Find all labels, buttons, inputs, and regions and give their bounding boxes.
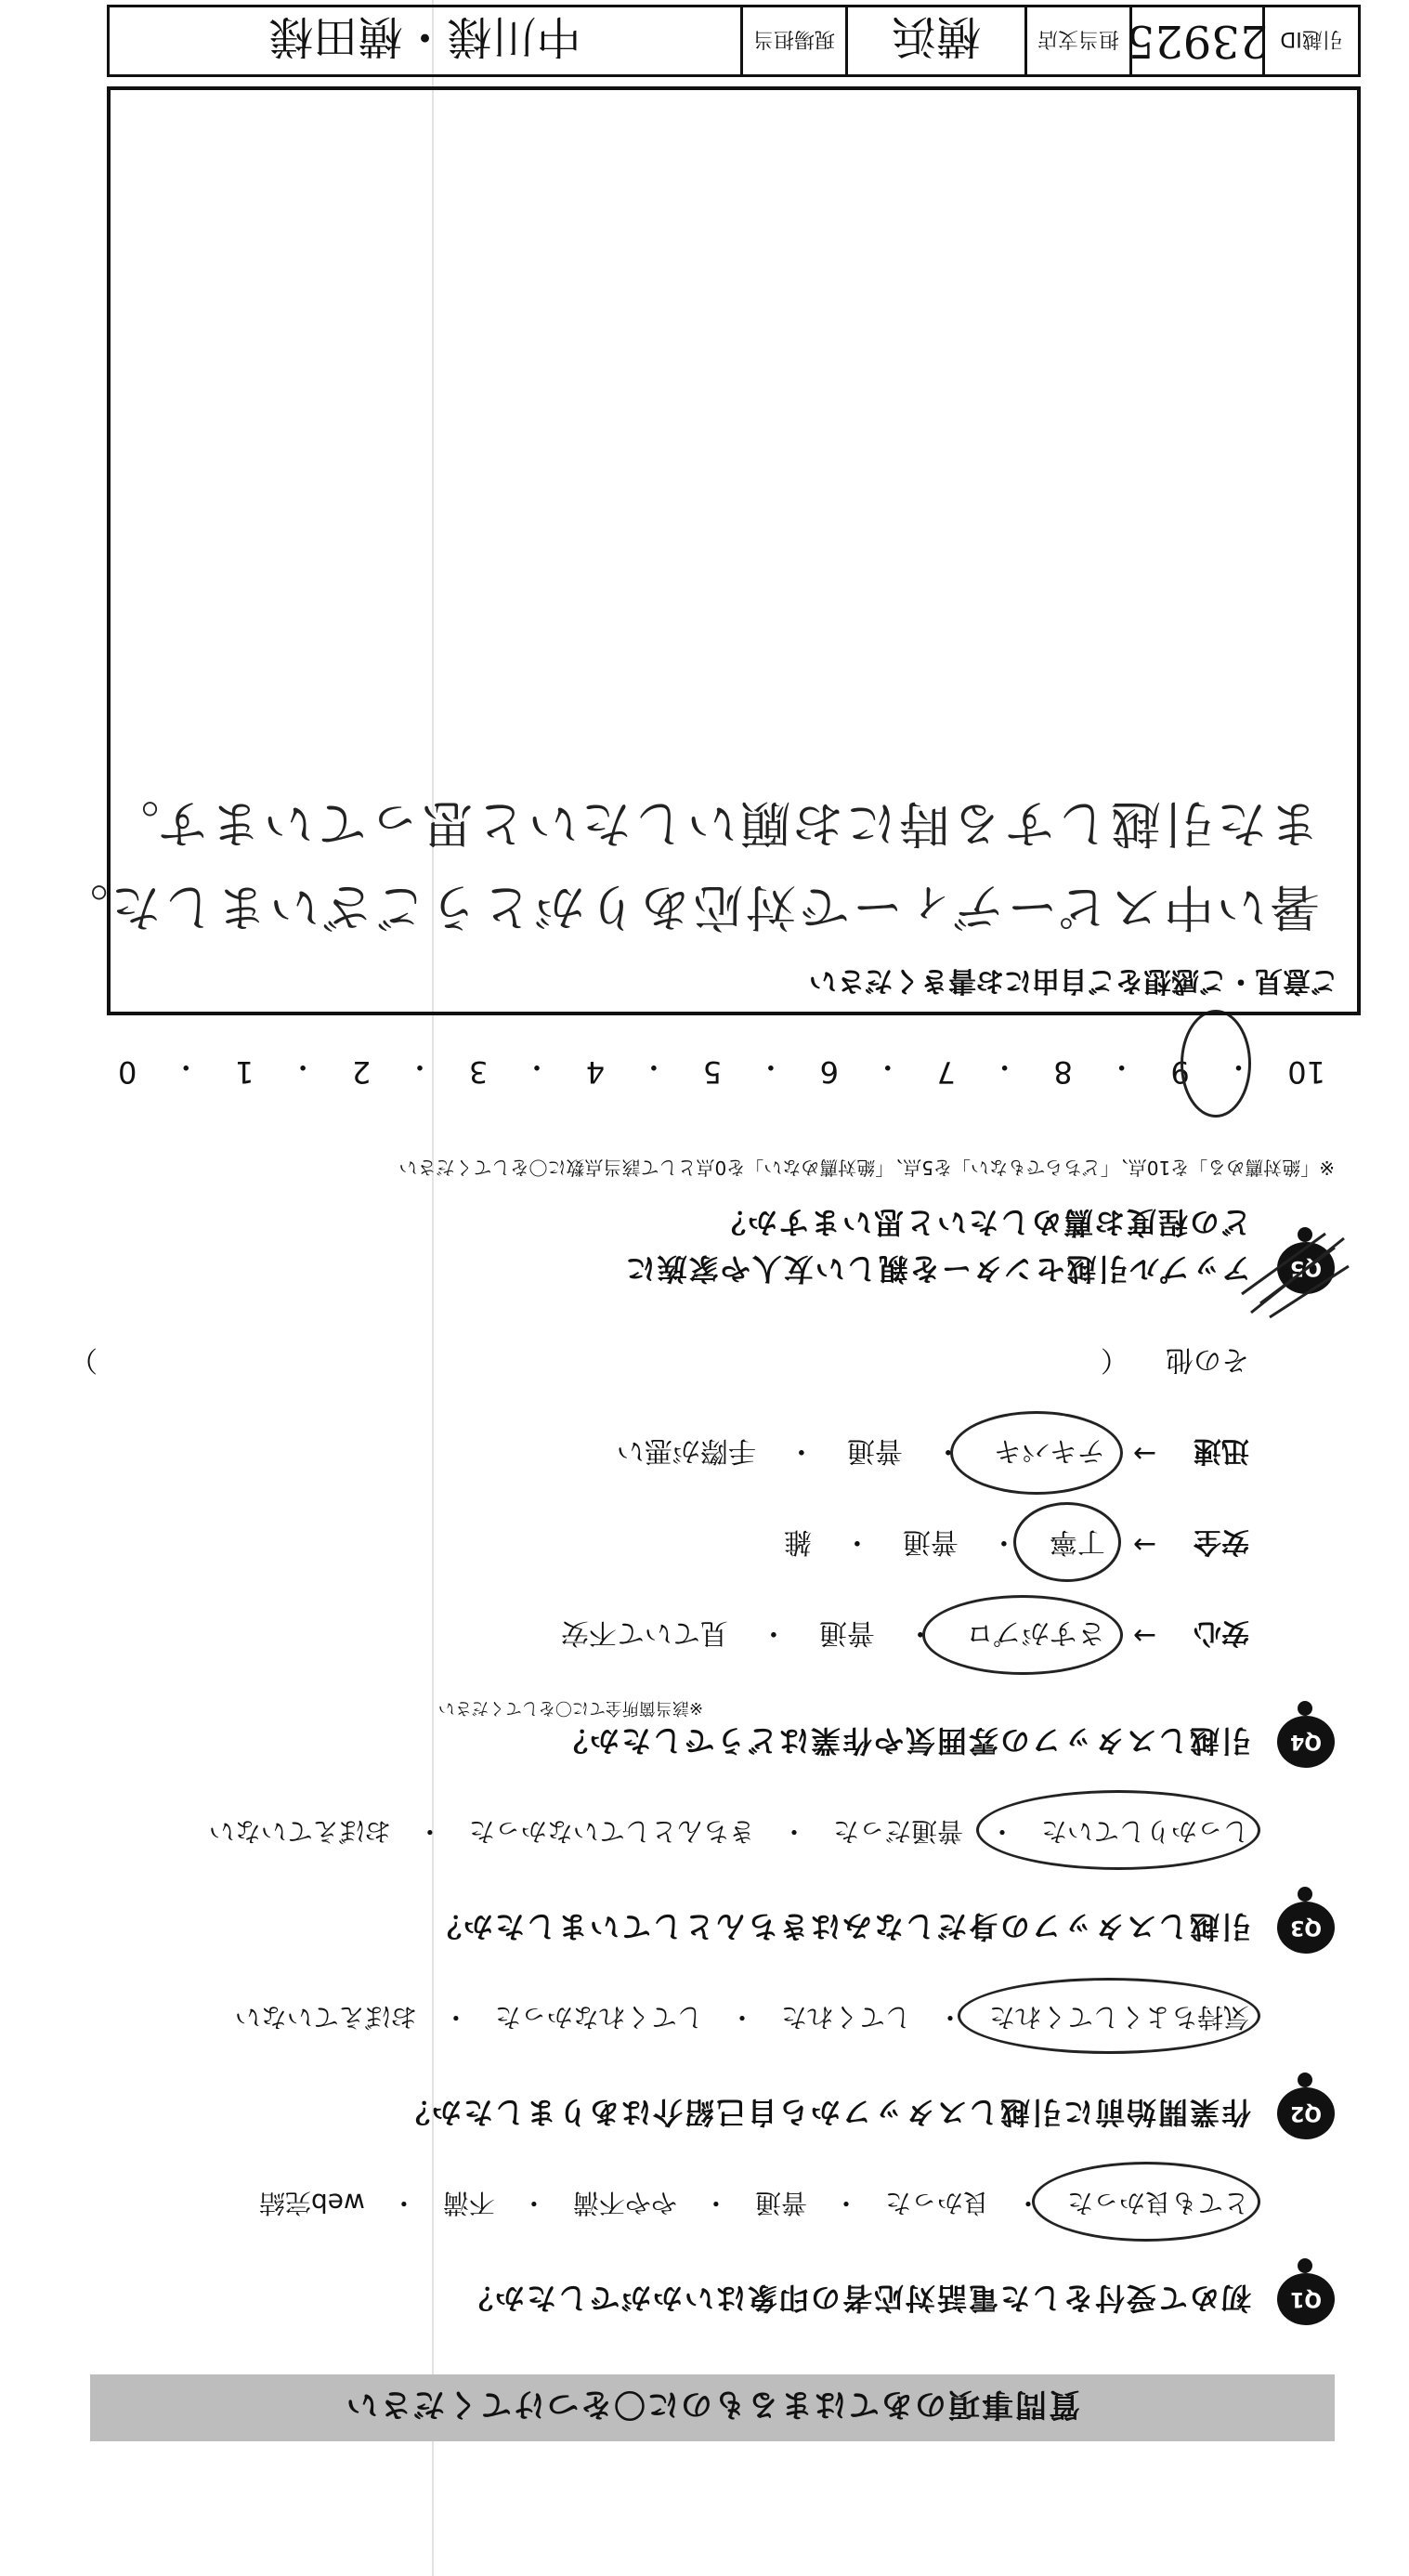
comment-title: ご意見・ご感想をご自由にお書きください [809, 964, 1338, 997]
arrow-icon: → [1132, 1437, 1156, 1471]
q1-selection-circle [1032, 2162, 1260, 2242]
q4-anzen-circle [1013, 1502, 1121, 1582]
q5-score-scale: 10 ・ 9 ・ 8 ・ 7 ・ 6 ・ 5 ・ 4 ・ 3 ・ 2 ・ 1 ・ 0 [118, 1050, 1325, 1090]
score-option[interactable]: 8 [1053, 1054, 1073, 1090]
q3-option[interactable]: きちんとしていなかった [468, 1816, 755, 1847]
q2-options: 気持ちよくしてくれた ・ してくれた ・ してくれなかった ・ おぼえていない [235, 2000, 1249, 2037]
score-option[interactable]: 7 [936, 1054, 956, 1090]
footer-info-table [107, 5, 1361, 77]
q4-row-anzen: 安全 → 丁寧 ・ 普通 ・ 雑 [784, 1524, 1249, 1565]
staff-label: 現場担当 [740, 7, 845, 74]
q4-text: 引越しスタッフの雰囲気や作業はどうでしたか？ [555, 1723, 1251, 1759]
q3-option[interactable]: しっかりしていた [1040, 1816, 1249, 1847]
move-id-label: 引越ID [1262, 7, 1358, 74]
q3-badge: Q3 [1277, 1902, 1335, 1954]
q1-option[interactable]: 不満 [442, 2188, 495, 2218]
branch-value: 横浜 [845, 7, 1024, 74]
score-option[interactable]: 6 [819, 1054, 839, 1090]
q1-option[interactable]: 普通 [754, 2188, 807, 2218]
handwritten-comment-line2: また引越しする時にお願いしたいと思っています。 [106, 794, 1320, 853]
score-option[interactable]: 5 [702, 1054, 723, 1090]
instructions-banner: 質問事項のあてはまるものに〇をつけてください [90, 2374, 1335, 2441]
q1-options: とても良かった ・ 良かった ・ 普通 ・ やや不満 ・ 不満 ・ web完結 [259, 2186, 1249, 2223]
q5-text-line2: どの程度お薦めしたいと思いますか？ [713, 1205, 1251, 1240]
score-option[interactable]: 2 [351, 1054, 372, 1090]
branch-label: 担当支店 [1024, 7, 1129, 74]
q3-option[interactable]: 普通だった [832, 1816, 963, 1847]
q4-row-anshin: 安心 → さすがプロ ・ 普通 ・ 見ていて不安 [561, 1615, 1249, 1656]
q4-row-head: 迅速 [1194, 1434, 1249, 1467]
q2-badge: Q2 [1277, 2087, 1335, 2139]
q1-text: 初めて受付をした電話対応者の印象はいかがでしたか？ [461, 2281, 1251, 2316]
q4-option[interactable]: 普通 [902, 1525, 959, 1558]
q5-badge: Q5 [1277, 1242, 1335, 1294]
staff-value: 中川様・横田様 [268, 10, 581, 63]
q4-anshin-circle [922, 1595, 1123, 1675]
q4-row-other [70, 1342, 1249, 1383]
score-option[interactable]: 10 [1287, 1054, 1325, 1090]
q1-option[interactable]: とても良かった [1066, 2188, 1249, 2218]
q4-row-head: 安心 [1194, 1616, 1249, 1649]
q1-option[interactable]: やや不満 [572, 2188, 677, 2218]
q2-selection-circle [958, 1978, 1260, 2054]
scribble-mark [1233, 1220, 1353, 1322]
q4-row-jinsoku: 迅速 → テキパキ ・ 普通 ・ 手際が悪い [617, 1433, 1249, 1474]
q2-option[interactable]: 気持ちよくしてくれた [988, 2002, 1249, 2033]
q2-option[interactable]: おぼえていない [234, 2002, 417, 2033]
q4-option[interactable]: 普通 [818, 1616, 875, 1649]
q4-option[interactable]: 雑 [783, 1525, 812, 1558]
q4-row-head: 安全 [1194, 1525, 1249, 1558]
arrow-icon: → [1132, 1619, 1156, 1653]
q5-selection-circle [1181, 1010, 1251, 1118]
q5-text-line1: アップル引越センターを親しい友人や家族に [623, 1251, 1251, 1287]
q4-option[interactable]: テキパキ [993, 1434, 1105, 1467]
q4-other-close: ） [70, 1343, 98, 1376]
q3-text: 引越しスタッフの身だしなみはきちんとしていましたか？ [429, 1909, 1251, 1944]
q4-other-label: その他 [1166, 1343, 1249, 1376]
q4-jinsoku-circle [950, 1411, 1123, 1495]
q1-option[interactable]: web完結 [258, 2188, 365, 2218]
score-option[interactable]: 0 [118, 1054, 137, 1090]
move-id-value: 23925 [1129, 7, 1262, 74]
q4-option[interactable]: 手際が悪い [616, 1434, 756, 1467]
arrow-icon: → [1132, 1528, 1156, 1562]
q4-badge: Q4 [1277, 1716, 1335, 1768]
score-option[interactable]: 9 [1170, 1054, 1190, 1090]
q2-option[interactable]: してくれなかった [494, 2002, 703, 2033]
q4-option[interactable]: 普通 [846, 1434, 903, 1467]
q1-option[interactable]: 良かった [884, 2188, 989, 2218]
q1-badge: Q1 [1277, 2273, 1335, 2325]
q4-option[interactable]: さすがプロ [965, 1616, 1105, 1649]
q3-option[interactable]: おぼえていない [208, 1816, 391, 1847]
q2-option[interactable]: してくれた [780, 2002, 911, 2033]
score-option[interactable]: 3 [468, 1054, 489, 1090]
q4-option[interactable]: 丁寧 [1049, 1525, 1105, 1558]
q4-option[interactable]: 見ていて不安 [560, 1616, 728, 1649]
score-option[interactable]: 4 [585, 1054, 606, 1090]
q3-options: しっかりしていた ・ 普通だった ・ きちんとしていなかった ・ おぼえていない [209, 1814, 1249, 1851]
handwritten-comment-line1: 暑い中スピーディーで対応ありがとうございました。 [55, 878, 1320, 936]
q3-selection-circle [976, 1790, 1260, 1870]
score-option[interactable]: 1 [234, 1054, 254, 1090]
q5-note: ※「絶対薦める」を10点、「どちらでもない」を5点、「絶対薦めない」を0点として該当点数に〇をしてください [398, 1157, 1335, 1179]
q4-note: ※該当箇所全てに〇をしてください [437, 1698, 703, 1718]
q4-other-open: （ [1101, 1343, 1129, 1376]
q2-text: 作業開始前に引越しスタッフから自己紹介はありましたか？ [398, 2095, 1251, 2130]
comment-box[interactable] [55, 86, 1361, 1015]
